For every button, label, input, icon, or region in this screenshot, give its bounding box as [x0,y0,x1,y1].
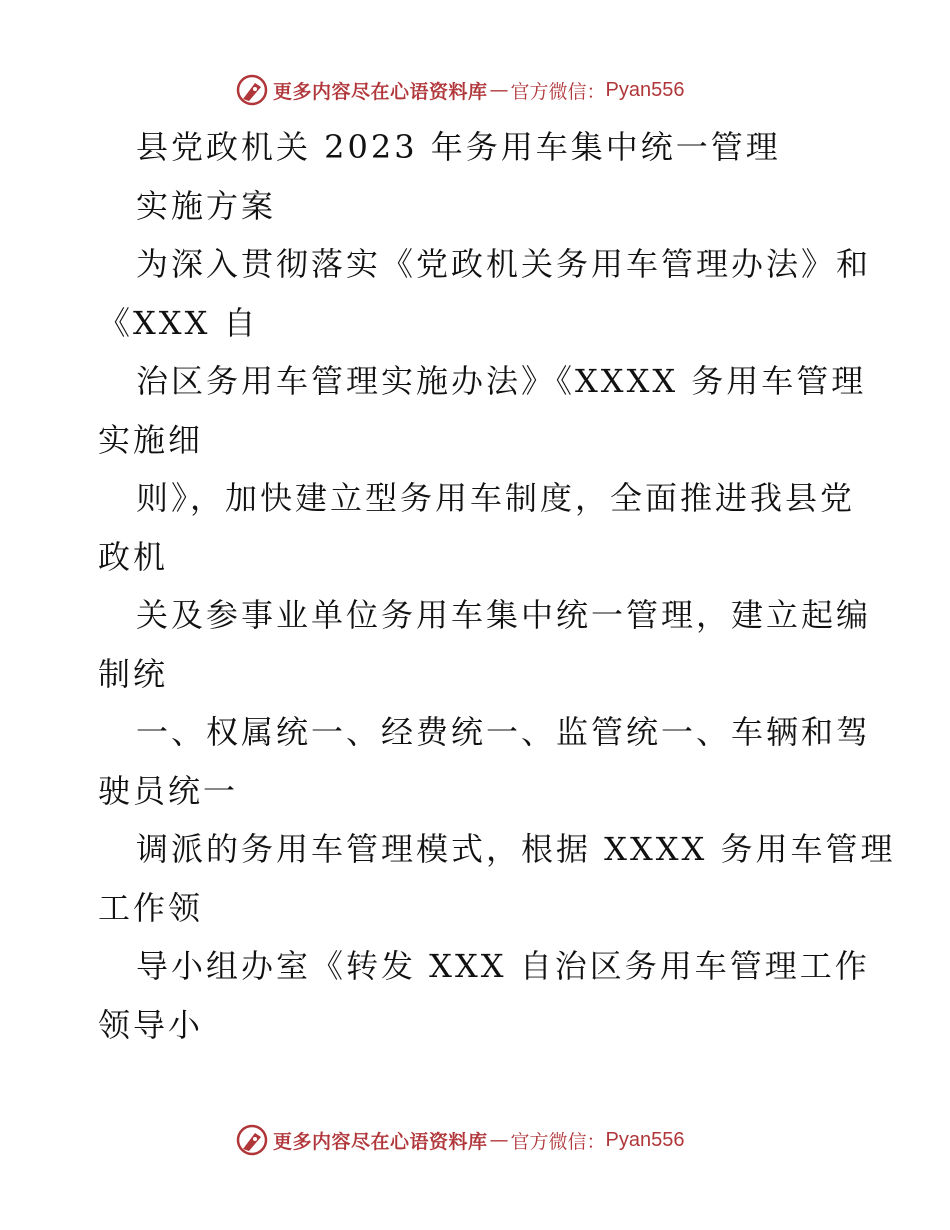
paragraph-line: 则》，加快建立型务用车制度，全面推进我县党 [136,479,856,517]
watermark-dash: — [489,1129,509,1151]
pen-nib-icon [235,1123,269,1157]
title-line-2: 实施方案 [136,186,277,225]
footer-watermark [235,1120,685,1160]
paragraph-line: 制统 [98,654,169,693]
paragraph-line: 《XXX 自 [98,303,259,342]
paragraph-line: 一、权属统一、经费统一、监管统一、车辆和驾 [136,713,872,751]
pen-nib-icon [235,73,269,107]
paragraph-line: 驶员统一 [98,771,239,810]
watermark-wechat-id: Pyan556 [605,78,685,101]
paragraph-line: 实施细 [98,420,204,459]
paragraph-line: 为深入贯彻落实《党政机关务用车管理办法》和 [136,245,872,283]
paragraph-line: 领导小 [98,1005,204,1044]
watermark-official-label: 官方微信： [510,80,606,103]
paragraph-line: 工作领 [98,888,204,927]
watermark-wechat-id: Pyan556 [605,1128,685,1151]
document-body [98,118,896,1054]
watermark-main-text: 更多内容尽在心语资料库 [273,80,488,103]
watermark-main-text: 更多内容尽在心语资料库 [273,1130,488,1153]
paragraph-line: 导小组办室《转发 XXX 自治区务用车管理工作 [136,947,870,985]
paragraph-line: 治区务用车管理实施办法》《XXXX 务用车管理 [136,362,867,400]
watermark-official-label: 官方微信： [510,1130,606,1153]
header-watermark [235,70,685,110]
paragraph-line: 关及参事业单位务用车集中统一管理，建立起编 [136,596,872,634]
watermark-dash: — [489,79,509,101]
title-line-1: 县党政机关 2023 年务用车集中统一管理 [136,128,781,166]
paragraph-line: 调派的务用车管理模式，根据 XXXX 务用车管理 [136,830,896,868]
paragraph-line: 政机 [98,537,169,576]
